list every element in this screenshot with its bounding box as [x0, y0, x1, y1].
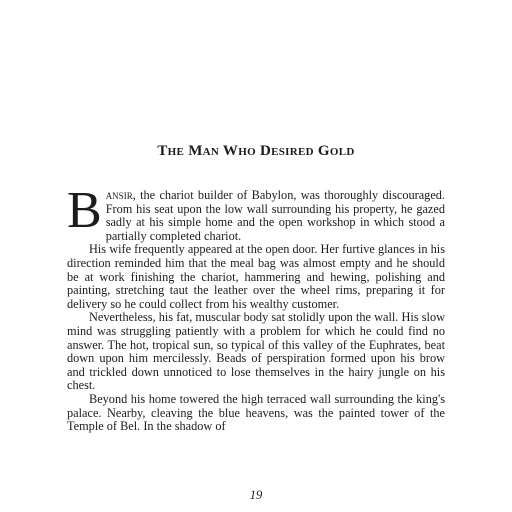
paragraph-2: His wife frequently appeared at the open door. Her furtive glances in his direction reminded him that the meal bag was almost empty and he should be at work finishing the chariot, hammering and hewing, polishing and painting, stretching taut the leather over the wheel rims, preparing it for delivery so he could collect from his wealthy customer. — [67, 242, 445, 311]
page-number: 19 — [249, 488, 263, 502]
drop-cap: B — [67, 182, 102, 239]
paragraph-1 — [67, 182, 445, 243]
chapter-title: The Man Who Desired Gold — [157, 143, 355, 159]
paragraph-1-text: , the chariot builder of Babylon, was thoroughly discouraged. From his seat upon the low wall surrounding his property, he gazed sadly at his simple home and the open workshop in which stood a partially completed chariot. — [105, 188, 445, 243]
paragraph-3: Nevertheless, his fat, muscular body sat stolidly upon the wall. His slow mind was struggling patiently with a problem for which he could find no answer. The hot, tropical sun, so typical of this valley of the Euphrates, beat down upon him mercilessly. Beads of perspiration formed upon his brow and trickled down unnoticed to lose themselves in the hairy jungle on his chest. — [67, 310, 445, 393]
lead-in-small-caps: ansir — [105, 188, 133, 202]
body-text — [67, 182, 445, 434]
paragraph-4: Beyond his home towered the high terraced wall surrounding the king's palace. Nearby, cleaving the blue heavens, was the painted tower of the Temple of Bel. In the shadow of — [67, 391, 445, 434]
